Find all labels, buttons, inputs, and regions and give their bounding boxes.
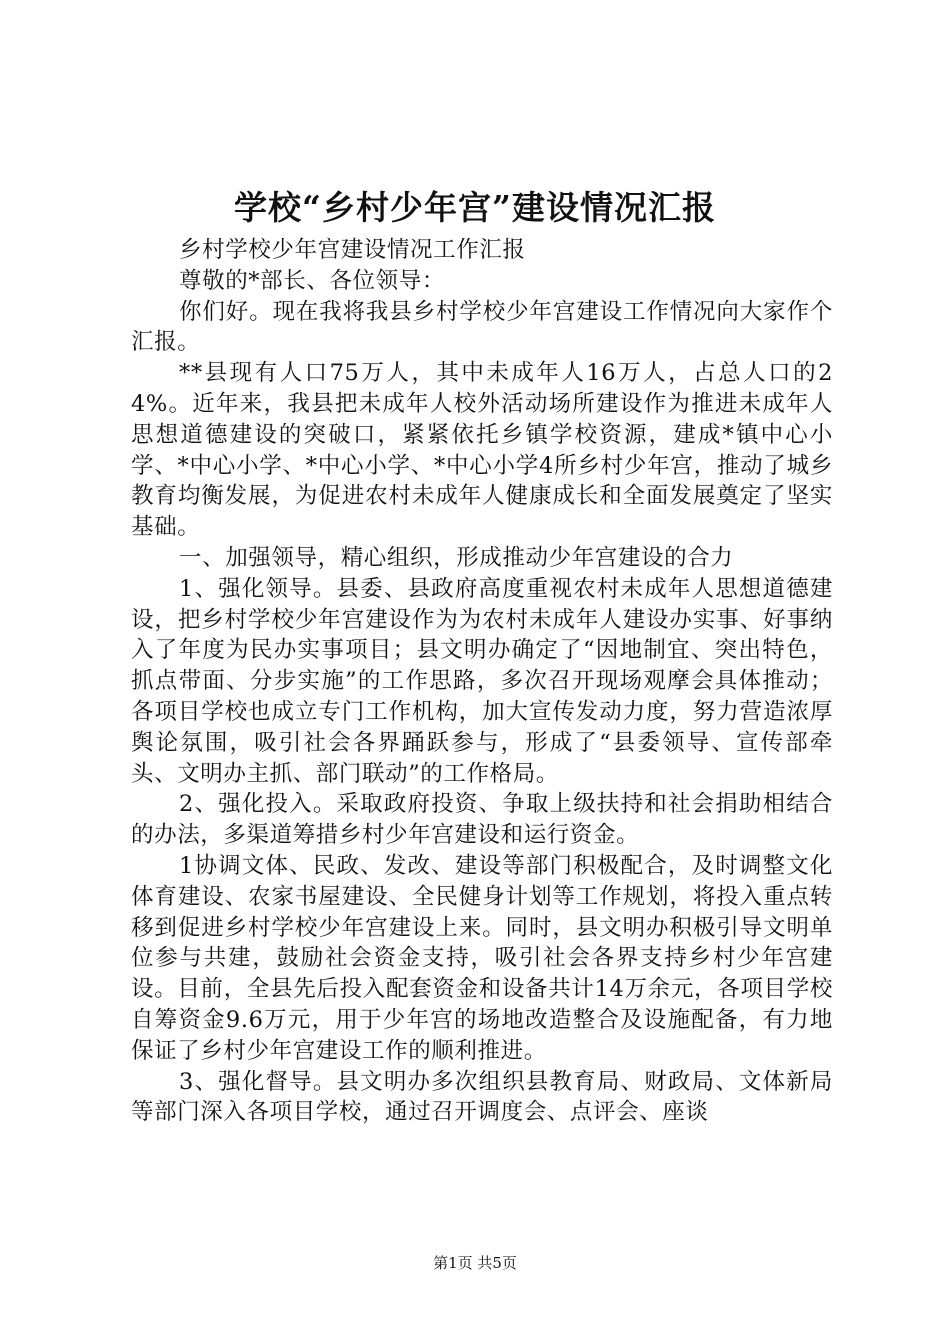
paragraph-supervision: 3、强化督导。县文明办多次组织县教育局、财政局、文体新局等部门深入各项目学校，通过召开调度会、点评会、座谈 xyxy=(131,1068,833,1126)
section-heading-1: 一、加强领导，精心组织，形成推动少年宫建设的合力 xyxy=(179,544,734,571)
paragraph-leadership: 1、强化领导。县委、县政府高度重视农村未成年人思想道德建设，把乡村学校少年宫建设作为为农村未成年人建设办实事、好事纳入了年度为民办实事项目；县文明办确定了“因地制宜、突出特色，抓点带面、分步实施”的工作思路，多次召开现场观摩会具体推动；各项目学校也成立专门工作机构，加大宣传发动力度，努力营造浓厚舆论氛围，吸引社会各界踊跃参与，形成了“县委领导、宣传部牵头、文明办主抓、部门联动”的工作格局。 xyxy=(131,575,833,787)
paragraph-greeting: 你们好。现在我将我县乡村学校少年宫建设工作情况向大家作个汇报。 xyxy=(131,298,833,356)
page-footer: 第1页 共5页 xyxy=(433,1254,517,1272)
paragraph-salutation: 尊敬的*部长、各位领导： xyxy=(179,267,445,294)
document-body xyxy=(131,235,833,1128)
paragraph-coordination: 1协调文体、民政、发改、建设等部门积极配合，及时调整文化体育建设、农家书屋建设、全民健身计划等工作规划，将投入重点转移到促进乡村学校少年宫建设上来。同时，县文明办积极引导文明单位参与共建，鼓励社会资金支持，吸引社会各界支持乡村少年宫建设。目前，全县先后投入配套资金和设备共计14万余元，各项目学校自筹资金9.6万元，用于少年宫的场地改造整合及设施配备，有力地保证了乡村少年宫建设工作的顺利推进。 xyxy=(131,852,833,1064)
document-title: 学校“乡村少年宫”建设情况汇报 xyxy=(234,188,716,227)
paragraph-subtitle: 乡村学校少年宫建设情况工作汇报 xyxy=(179,237,526,263)
paragraph-investment: 2、强化投入。采取政府投资、争取上级扶持和社会捐助相结合的办法，多渠道筹措乡村少年宫建设和运行资金。 xyxy=(131,791,833,849)
paragraph-overview: **县现有人口75万人，其中未成年人16万人，占总人口的24%。近年来，我县把未成年人校外活动场所建设作为推进未成年人思想道德建设的突破口，紧紧依托乡镇学校资源，建成*镇中心小学、*中心小学、*中心小学、*中心小学4所乡村少年宫，推动了城乡教育均衡发展，为促进农村未成年人健康成长和全面发展奠定了坚实基础。 xyxy=(131,360,833,541)
